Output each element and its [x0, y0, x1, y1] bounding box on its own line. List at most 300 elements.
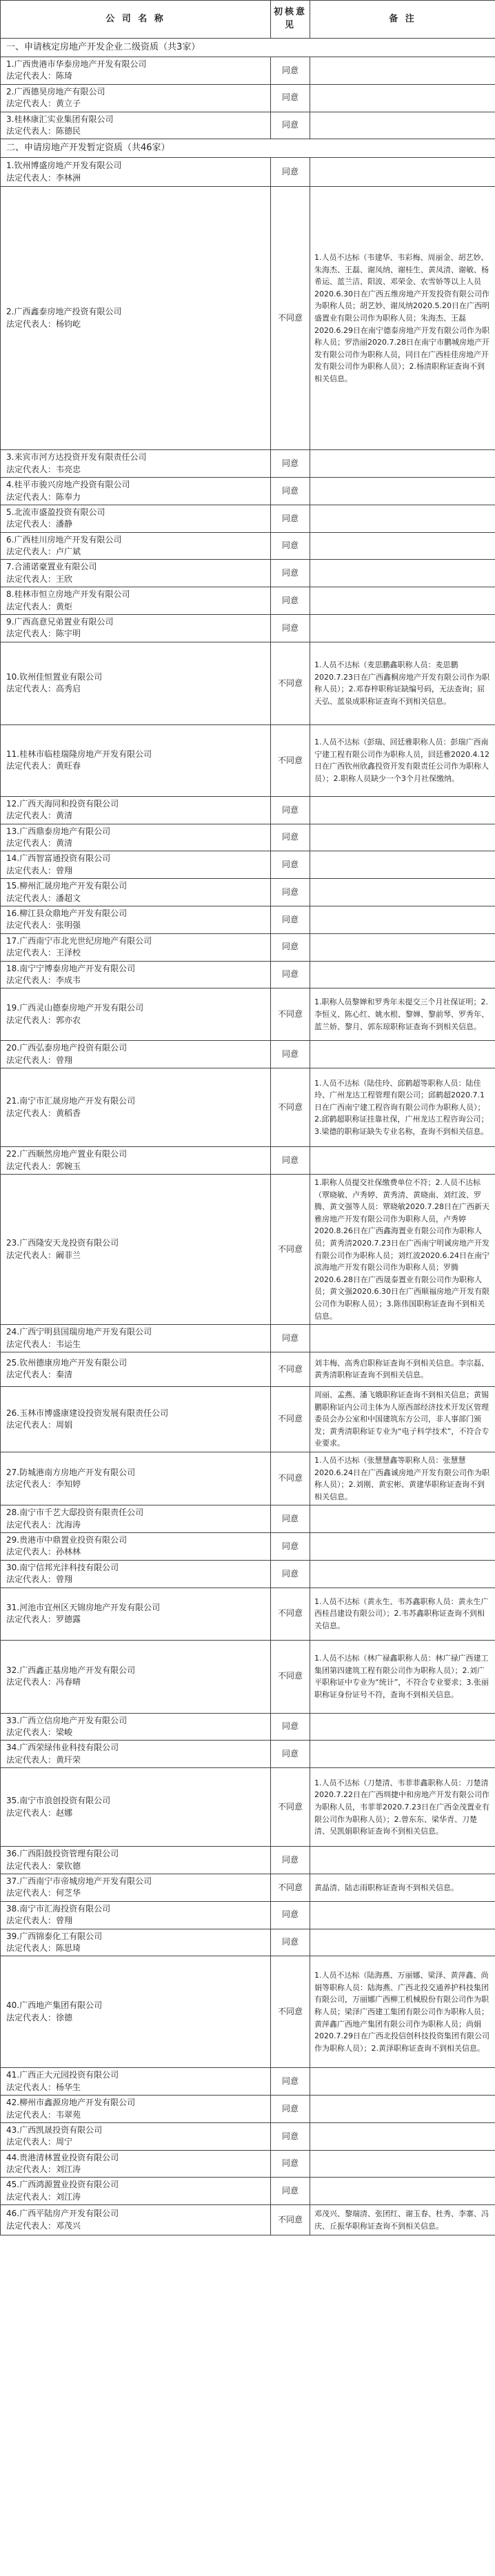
legal-representative: 法定代表人：梁峻: [6, 1727, 73, 1738]
company-cell: [1, 84, 271, 112]
company-name: 45.广西鸿源置业投资有限公司: [6, 2180, 119, 2190]
company-name: 29.贵港市中鼎置业投资有限公司: [6, 1535, 128, 1545]
remarks-cell: [310, 1041, 495, 1068]
opinion-cell: 同意: [271, 2122, 310, 2150]
company-cell: [1, 1847, 271, 1874]
company-name: 18.南宁宁博泰房地产开发有限公司: [6, 963, 136, 973]
company-name: 25.钦州德康房地产开发有限公司: [6, 1358, 128, 1368]
remarks-cell: [310, 961, 495, 988]
legal-representative: 法定代表人：陈琦: [6, 71, 73, 81]
company-name: 2.广西德昊房地产有限公司: [6, 86, 105, 97]
legal-representative: 法定代表人：曾翔: [6, 865, 73, 875]
company-cell: [1, 187, 271, 450]
remarks-cell: [310, 1147, 495, 1175]
table-body: [1, 39, 495, 2235]
company-cell: [1, 796, 271, 824]
remarks-cell: 1.人员不达标（韦建华、韦彩梅、周丽金、胡艺妙、朱海杰、王磊、谢凤纳、谢桂生、黄凤清、谢敏、杨希运、蓝兰洁、阳波、邓荣金、农雪娇等以上人员2020.6.30日在广西五维房地产开发投资有限公司作为职称人员；胡艺妙、谢凤纳2020.5.20日在广西明盛置业有限公司作为职称人员；朱海杰、王磊2020.6.29日在南宁德泰房地产开发有限公司作为职称人员；罗浩丽2020.7.28日在南宁市鹏城房地产开发有限公司作为职称人员，同日在广西桂佳房地产开发有限公司作为职称人员）；2.杨清职称证查询不到相关信息。: [310, 187, 495, 450]
legal-representative: 法定代表人：黄清: [6, 811, 73, 821]
legal-representative: 法定代表人：潘超文: [6, 893, 81, 903]
section-heading-row: [1, 39, 495, 57]
table-row: [1, 2122, 495, 2150]
opinion-cell: 不同意: [271, 2205, 310, 2235]
opinion-cell: 不同意: [271, 724, 310, 796]
table-row: [1, 2096, 495, 2123]
table-row: [1, 1175, 495, 1325]
table-row: [1, 1588, 495, 1640]
table-row: [1, 2068, 495, 2096]
legal-representative: 法定代表人：陈思琦: [6, 1943, 81, 1953]
remarks-cell: [310, 560, 495, 587]
remarks-cell: [310, 824, 495, 851]
table-row: [1, 560, 495, 587]
remarks-cell: [310, 2068, 495, 2096]
header-row: [1, 1, 495, 39]
opinion-cell: 同意: [271, 1901, 310, 1929]
opinion-cell: 不同意: [271, 1588, 310, 1640]
company-name: 7.合浦诺豪置业有限公司: [6, 562, 97, 572]
company-cell: [1, 2205, 271, 2235]
table-row: [1, 906, 495, 933]
table-row: [1, 478, 495, 505]
company-name: 8.桂林市恒立房地产开发有限公司: [6, 589, 130, 600]
legal-representative: 法定代表人：王泽校: [6, 948, 81, 958]
company-name: 10.钦州佳恒置业有限公司: [6, 671, 103, 682]
table-row: [1, 187, 495, 450]
table-row: [1, 1847, 495, 1874]
company-name: 27.防城港南方房地产开发有限公司: [6, 1467, 136, 1477]
table-row: [1, 1640, 495, 1713]
legal-representative: 法定代表人：王欣: [6, 574, 73, 584]
remarks-cell: [310, 615, 495, 642]
opinion-cell: 同意: [271, 1741, 310, 1768]
legal-representative: 法定代表人：陈宇明: [6, 629, 81, 639]
table-row: [1, 2150, 495, 2178]
remarks-cell: 1.人员不达标（张慧慧鑫等职称人员：张慧慧2020.6.24日在广西鑫诚房地产开发有限公司作为职称人员）；2.刘刚、黄宏彬、黄建华职称证查询不到相关信息。: [310, 1452, 495, 1505]
opinion-cell: 同意: [271, 1713, 310, 1741]
opinion-cell: 同意: [271, 450, 310, 478]
remarks-cell: [310, 587, 495, 615]
remarks-cell: [310, 505, 495, 532]
legal-representative: 法定代表人：沈海涛: [6, 1519, 81, 1530]
remarks-cell: [310, 2122, 495, 2150]
company-cell: [1, 1068, 271, 1147]
company-name: 19.广西灵山德泰房地产开发有限公司: [6, 1003, 144, 1013]
table-row: [1, 988, 495, 1041]
opinion-cell: 不同意: [271, 1068, 310, 1147]
legal-representative: 法定代表人：韦亮忠: [6, 464, 81, 474]
legal-representative: 法定代表人：黄玕荣: [6, 1754, 81, 1765]
section-heading-row: [1, 139, 495, 158]
remarks-cell: [310, 851, 495, 879]
company-cell: [1, 1713, 271, 1741]
legal-representative: 法定代表人：邓茂兴: [6, 2220, 81, 2231]
company-name: 30.南宁信邦光沣科技有限公司: [6, 1562, 119, 1572]
remarks-cell: [310, 1929, 495, 1956]
remarks-cell: 周丽、孟燕、潘飞娥职称证查询不到相关信息；黄锡鹏职称证内公司主体为人原西部经济技术开发区管理委员会办公室和中国建筑东方公司，非人事部门颁发；黄秀清职称证专业为“电子科学技术”，不符合专业要求。: [310, 1386, 495, 1452]
company-name: 41.广西正大元园投资有限公司: [6, 2070, 119, 2080]
company-cell: [1, 57, 271, 85]
table-row: [1, 1560, 495, 1588]
table-row: [1, 796, 495, 824]
opinion-cell: 同意: [271, 961, 310, 988]
legal-representative: 法定代表人：黄清: [6, 838, 73, 848]
legal-representative: 法定代表人：秦清: [6, 1370, 73, 1380]
opinion-cell: 不同意: [271, 1874, 310, 1902]
legal-representative: 法定代表人：陈奉力: [6, 491, 81, 502]
opinion-cell: 同意: [271, 587, 310, 615]
company-name: 36.广西阳鼓投资管理有限公司: [6, 1849, 119, 1859]
company-cell: [1, 615, 271, 642]
remarks-cell: [310, 1325, 495, 1352]
company-cell: [1, 851, 271, 879]
company-name: 14.广西智富通投资有限公司: [6, 853, 111, 864]
remarks-cell: 1.人员不达标（陆海燕、万丽娜、梁泽、黄萍鑫、尚娟等职称人员：陆海燕、广西北投交通养护科技集团有限公司，万丽娜广西柳工机械股份有限公司作为职称人员；梁泽广西建工集团有限公司作为职称人员；黄萍鑫广西地产集团有限公司作为职称人员；尚娟2020.7.29日在广西北投信创科技投资集团有限公司作为职称人员）；2.黄泽职称证查询不到相关信息。: [310, 1956, 495, 2068]
company-cell: [1, 1768, 271, 1847]
company-name: 2.广西鑫泰房地产投资有限公司: [6, 307, 122, 317]
legal-representative: 法定代表人：阚菲兰: [6, 1250, 81, 1260]
legal-representative: 法定代表人：郭婉玉: [6, 1161, 81, 1171]
remarks-cell: [310, 2178, 495, 2205]
company-name: 3.桂林康汇实业集团有限公司: [6, 114, 114, 124]
opinion-cell: 同意: [271, 615, 310, 642]
remarks-cell: 黄晶清、陆志雨职称证查询不到相关信息。: [310, 1874, 495, 1902]
company-name: 15.柳州汇晟房地产开发有限公司: [6, 881, 128, 891]
legal-representative: 法定代表人：郭亦农: [6, 1015, 81, 1025]
remarks-cell: 1.人员不达标（刀楚清、韦菲菲鑫职称人员：刀楚清2020.7.22日在广西圳捷中和房地产开发有限公司作为职称人员，韦菲菲2020.7.23日在广西金茂置业有限公司作为职称人员）；2.曾东东、梁华青、刀楚清、吴凯娟职称证查询不到相关信息。: [310, 1768, 495, 1847]
legal-representative: 法定代表人：黄稻香: [6, 1108, 81, 1118]
company-cell: [1, 478, 271, 505]
table-row: [1, 1505, 495, 1533]
table-row: [1, 1533, 495, 1561]
table-row: [1, 1768, 495, 1847]
opinion-cell: 同意: [271, 1929, 310, 1956]
legal-representative: 法定代表人：卢广斌: [6, 547, 81, 557]
table-row: [1, 1741, 495, 1768]
company-cell: [1, 587, 271, 615]
remarks-cell: 1.人员不达标（林广禄鑫职称人员：林广禄广西建工集团第四建筑工程有限公司作为职称人员）；2.刘广平职称证中专业为“统计”，不符合专业要求；3.张丽职称证身份证号不符，查询不到相关信息。: [310, 1640, 495, 1713]
remarks-cell: 1.人员不达标（彭瑞、回廷雅职称人员：彭瑞广西南宁建工程有限公司作为职称人员，回廷雅2020.4.12日在广西钦州欣鑫投资开发有限责任公司作为职称人员）；2.职称人员缺少一个3个月社保缴纳。: [310, 724, 495, 796]
opinion-cell: 同意: [271, 478, 310, 505]
company-cell: [1, 906, 271, 933]
remarks-cell: 1.人员不达标（麦思鹏鑫职称人员：麦思鹏2020.7.23日在广西鑫桐房地产开发有限公司作为职称人员）；2.邓春梓职称证缺编号码，无法查询；屈天弘、蓝泉成职称证查询不到相关信息。: [310, 642, 495, 724]
opinion-cell: 同意: [271, 532, 310, 560]
opinion-cell: 同意: [271, 112, 310, 139]
opinion-cell: 不同意: [271, 1175, 310, 1325]
legal-representative: 法定代表人：黄炬: [6, 601, 73, 611]
company-cell: [1, 1175, 271, 1325]
company-name: 1.钦州博盛房地产开发有限公司: [6, 161, 122, 171]
section-title: 二、申请房地产开发暂定资质（共46家）: [1, 139, 495, 158]
legal-representative: 法定代表人：杨钧屹: [6, 318, 81, 329]
table-row: [1, 450, 495, 478]
company-cell: [1, 1956, 271, 2068]
table-row: [1, 1147, 495, 1175]
company-cell: [1, 724, 271, 796]
opinion-cell: 同意: [271, 1847, 310, 1874]
company-name: 5.北流市盛盈投资有限公司: [6, 507, 105, 517]
company-name: 23.广西隆安天龙投资有限公司: [6, 1238, 119, 1248]
remarks-cell: [310, 879, 495, 906]
opinion-cell: 同意: [271, 1533, 310, 1561]
company-cell: [1, 1533, 271, 1561]
company-name: 34.广西荣绿伟业科技有限公司: [6, 1743, 119, 1753]
company-name: 9.广西高意兄弟置业有限公司: [6, 617, 114, 627]
legal-representative: 法定代表人：陈德民: [6, 125, 81, 136]
company-cell: [1, 1901, 271, 1929]
legal-representative: 法定代表人：李林洲: [6, 172, 81, 183]
remarks-cell: [310, 84, 495, 112]
opinion-cell: 不同意: [271, 1956, 310, 2068]
company-name: 31.河池市宜州区天锦房地产开发有限公司: [6, 1602, 161, 1612]
company-cell: [1, 933, 271, 961]
opinion-cell: 同意: [271, 1325, 310, 1352]
table-row: [1, 2178, 495, 2205]
legal-representative: 法定代表人：罗德露: [6, 1614, 81, 1625]
company-cell: [1, 1560, 271, 1588]
company-cell: [1, 560, 271, 587]
company-cell: [1, 961, 271, 988]
company-cell: [1, 2178, 271, 2205]
table-row: [1, 2205, 495, 2235]
table-row: [1, 1956, 495, 2068]
legal-representative: 法定代表人：潘静: [6, 519, 73, 529]
company-cell: [1, 2096, 271, 2123]
remarks-cell: 1.人员不达标（陆佳玲、邱鹤超等职称人员：陆佳玲、广州龙达工程管理有限公司；邱鹤超2020.7.1日在广西南宁建工程咨询有限公司作为职称人员）；2.邱鹤超职称证挂靠社保，广州龙达工程咨询公司；3.梁德的职称证缺失专业名称，查询不到相关信息。: [310, 1068, 495, 1147]
remarks-cell: [310, 57, 495, 85]
remarks-cell: [310, 478, 495, 505]
table-row: [1, 1386, 495, 1452]
legal-representative: 法定代表人：何芝华: [6, 1888, 81, 1898]
table-row: [1, 961, 495, 988]
table-row: [1, 505, 495, 532]
legal-representative: 法定代表人：黄旺春: [6, 761, 81, 771]
table-row: [1, 587, 495, 615]
opinion-cell: 同意: [271, 879, 310, 906]
company-cell: [1, 988, 271, 1041]
table-row: [1, 1901, 495, 1929]
company-cell: [1, 1147, 271, 1175]
remarks-cell: [310, 1533, 495, 1561]
company-cell: [1, 532, 271, 560]
opinion-cell: 不同意: [271, 1452, 310, 1505]
remarks-cell: [310, 450, 495, 478]
legal-representative: 法定代表人：曾翔: [6, 1055, 73, 1065]
company-cell: [1, 2122, 271, 2150]
company-name: 32.广西鑫正基房地产开发有限公司: [6, 1665, 136, 1675]
table-row: [1, 84, 495, 112]
opinion-cell: 不同意: [271, 988, 310, 1041]
table-row: [1, 1068, 495, 1147]
opinion-cell: 同意: [271, 57, 310, 85]
opinion-cell: 同意: [271, 824, 310, 851]
remarks-cell: [310, 1505, 495, 1533]
table-row: [1, 879, 495, 906]
opinion-cell: 同意: [271, 84, 310, 112]
opinion-cell: 同意: [271, 2178, 310, 2205]
legal-representative: 法定代表人：张明强: [6, 920, 81, 931]
legal-representative: 法定代表人：韦运生: [6, 1339, 81, 1349]
opinion-cell: 同意: [271, 2068, 310, 2096]
company-cell: [1, 2150, 271, 2178]
company-cell: [1, 1640, 271, 1713]
legal-representative: 法定代表人：周娟: [6, 1419, 73, 1430]
opinion-cell: 同意: [271, 1147, 310, 1175]
company-name: 1.广西贵港市华泰房地产开发有限公司: [6, 59, 147, 69]
legal-representative: 法定代表人：徐德: [6, 2012, 73, 2022]
remarks-cell: 邓茂兴、黎瑞清、张团红、谢玉春、杜秀、李寨、冯庆、丘振华职称证查询不到相关信息。: [310, 2205, 495, 2235]
legal-representative: 法定代表人：黄立子: [6, 99, 81, 109]
company-cell: [1, 642, 271, 724]
table-row: [1, 1874, 495, 1902]
company-cell: [1, 1588, 271, 1640]
legal-representative: 法定代表人：刘江涛: [6, 2191, 81, 2202]
company-name: 44.贵港清林置业投资有限公司: [6, 2152, 119, 2162]
legal-representative: 法定代表人：杨华生: [6, 2082, 81, 2092]
remarks-cell: [310, 906, 495, 933]
opinion-cell: 不同意: [271, 642, 310, 724]
table-row: [1, 1929, 495, 1956]
opinion-cell: 同意: [271, 2150, 310, 2178]
table-row: [1, 158, 495, 187]
table-row: [1, 1041, 495, 1068]
opinion-cell: 同意: [271, 158, 310, 187]
remarks-cell: [310, 1560, 495, 1588]
remarks-cell: [310, 1847, 495, 1874]
opinion-cell: 同意: [271, 796, 310, 824]
company-cell: [1, 1741, 271, 1768]
company-cell: [1, 450, 271, 478]
table-row: [1, 1713, 495, 1741]
company-name: 12.广西天海同和投资有限公司: [6, 798, 119, 809]
company-name: 11.桂林市临桂瑞隆房地产开发有限公司: [6, 749, 152, 759]
company-name: 3.来宾市河方达投资开发有限责任公司: [6, 452, 147, 463]
company-name: 16.柳江县众鼎地产开发有限公司: [6, 908, 128, 918]
table-row: [1, 112, 495, 139]
table-row: [1, 57, 495, 85]
opinion-cell: 同意: [271, 933, 310, 961]
remarks-cell: [310, 1713, 495, 1741]
legal-representative: 法定代表人：曾翔: [6, 1574, 73, 1585]
remarks-cell: 1.人员不达标（黄永生、韦苏鑫职称人员：黄永生广西桂昌建设有限公司）；2.韦苏鑫职称证查询不到相关信息。: [310, 1588, 495, 1640]
company-name: 37.广西南宁市帝城房地产开发有限公司: [6, 1876, 152, 1886]
opinion-cell: 不同意: [271, 1386, 310, 1452]
company-name: 6.广西桂川房地产开发有限公司: [6, 534, 122, 545]
legal-representative: 法定代表人：李知婷: [6, 1479, 81, 1490]
remarks-cell: [310, 1741, 495, 1768]
remarks-cell: 刘丰梅、高秀启职称证查询不到相关信息。李宗磊、黄秀清职称证查询不到相关信息。: [310, 1352, 495, 1386]
remarks-cell: [310, 2150, 495, 2178]
company-name: 22.广西顺然房地产置业有限公司: [6, 1149, 128, 1159]
remarks-cell: [310, 532, 495, 560]
company-name: 17.广西南宁市北光世纪房地产有限公司: [6, 935, 152, 946]
legal-representative: 法定代表人：韦翠苑: [6, 2109, 81, 2120]
company-name: 21.南宁市汇晟房地产开发有限公司: [6, 1096, 136, 1106]
company-cell: [1, 1929, 271, 1956]
opinion-cell: 不同意: [271, 1352, 310, 1386]
company-cell: [1, 2068, 271, 2096]
remarks-cell: [310, 796, 495, 824]
table-row: [1, 851, 495, 879]
header-opinion: 初核意见: [271, 1, 310, 39]
remarks-cell: [310, 1901, 495, 1929]
remarks-cell: 1.职称人员提交社保缴费单位不符；2.人员不达标（覃晓敏、卢秀婷、黄秀清、黄晓南、刘红波、罗腾、黄文强等人员：覃晓敏2020.7.28日在广西新天雅房地产开发有限公司作为职称人员，卢秀婷2020.8.26日在广西鑫海置业有限公司作为职称人员；黄秀清2020.7.23日在广西南宁明诚房地产开发有限公司作为职称人员；刘红波2020.6.24日在南宁滨海地产开发有限公司作为职称人员；罗腾2020.6.28日在广西晟泰置业有限公司作为职称人员；黄文强2020.6.30日在广西顺福房地产开发有限公司作为职称人员）；3.陈伟国职称证查询不到相关信息。: [310, 1175, 495, 1325]
remarks-cell: [310, 112, 495, 139]
table-row: [1, 724, 495, 796]
company-cell: [1, 1386, 271, 1452]
company-cell: [1, 1874, 271, 1902]
opinion-cell: 不同意: [271, 187, 310, 450]
legal-representative: 法定代表人：赵娜: [6, 1807, 73, 1818]
company-cell: [1, 1452, 271, 1505]
company-cell: [1, 1325, 271, 1352]
company-name: 26.玉林市博盛康建设投资发展有限责任公司: [6, 1408, 169, 1418]
opinion-cell: 同意: [271, 906, 310, 933]
company-cell: [1, 879, 271, 906]
company-cell: [1, 112, 271, 139]
remarks-cell: 1.职称人员黎婵和罗秀年未提交三个月社保证明；2.李恒义、陈心红、姚水根、黎婵、黎前琴、罗秀年、蓝兰娇、黎月、郭东琼职称证查询不到相关信息。: [310, 988, 495, 1041]
legal-representative: 法定代表人：曾翔: [6, 1916, 73, 1926]
section-title: 一、申请核定房地产开发企业二级资质（共3家）: [1, 39, 495, 57]
header-company: 公 司 名 称: [1, 1, 271, 39]
opinion-cell: 同意: [271, 1505, 310, 1533]
table-row: [1, 933, 495, 961]
legal-representative: 法定代表人：刘江涛: [6, 2164, 81, 2175]
company-name: 43.广西凯晟投资有限公司: [6, 2124, 103, 2135]
table-row: [1, 1325, 495, 1352]
header-remarks: 备 注: [310, 1, 495, 39]
legal-representative: 法定代表人：孙林林: [6, 1547, 81, 1557]
table-row: [1, 824, 495, 851]
legal-representative: 法定代表人：高秀启: [6, 684, 81, 694]
table-row: [1, 642, 495, 724]
opinion-cell: 不同意: [271, 1640, 310, 1713]
company-cell: [1, 1352, 271, 1386]
company-name: 28.南宁市千艺大邸投资有限责任公司: [6, 1508, 144, 1518]
company-name: 13.广西鼎泰房地产有限公司: [6, 826, 111, 836]
opinion-cell: 同意: [271, 2096, 310, 2123]
company-name: 24.广西宁明县国瑞房地产开发有限公司: [6, 1327, 152, 1337]
opinion-cell: 同意: [271, 851, 310, 879]
company-name: 42.柳州市鑫源房地产开发有限公司: [6, 2098, 136, 2108]
company-name: 46.广西平陆房产开发有限公司: [6, 2209, 119, 2219]
opinion-cell: 同意: [271, 1560, 310, 1588]
company-cell: [1, 824, 271, 851]
table-row: [1, 1452, 495, 1505]
company-name: 39.广西锦泰化工有限公司: [6, 1931, 103, 1941]
company-name: 33.广西立信房地产开发有限公司: [6, 1715, 128, 1725]
remarks-cell: [310, 2096, 495, 2123]
opinion-cell: 不同意: [271, 1768, 310, 1847]
company-cell: [1, 1505, 271, 1533]
legal-representative: 法定代表人：周宁: [6, 2137, 73, 2147]
remarks-cell: [310, 933, 495, 961]
company-name: 38.南宁市汇海投资有限公司: [6, 1903, 111, 1914]
opinion-cell: 同意: [271, 505, 310, 532]
table-row: [1, 1352, 495, 1386]
legal-representative: 法定代表人：蒙钦德: [6, 1860, 81, 1871]
company-name: 40.广西地产集团有限公司: [6, 2000, 103, 2011]
opinion-cell: 同意: [271, 560, 310, 587]
opinion-cell: 同意: [271, 1041, 310, 1068]
table-row: [1, 532, 495, 560]
company-name: 4.桂平市骏兴房地产投资有限公司: [6, 480, 130, 490]
company-cell: [1, 505, 271, 532]
remarks-cell: [310, 158, 495, 187]
company-cell: [1, 1041, 271, 1068]
table-row: [1, 615, 495, 642]
company-cell: [1, 158, 271, 187]
legal-representative: 法定代表人：冯春晴: [6, 1677, 81, 1687]
